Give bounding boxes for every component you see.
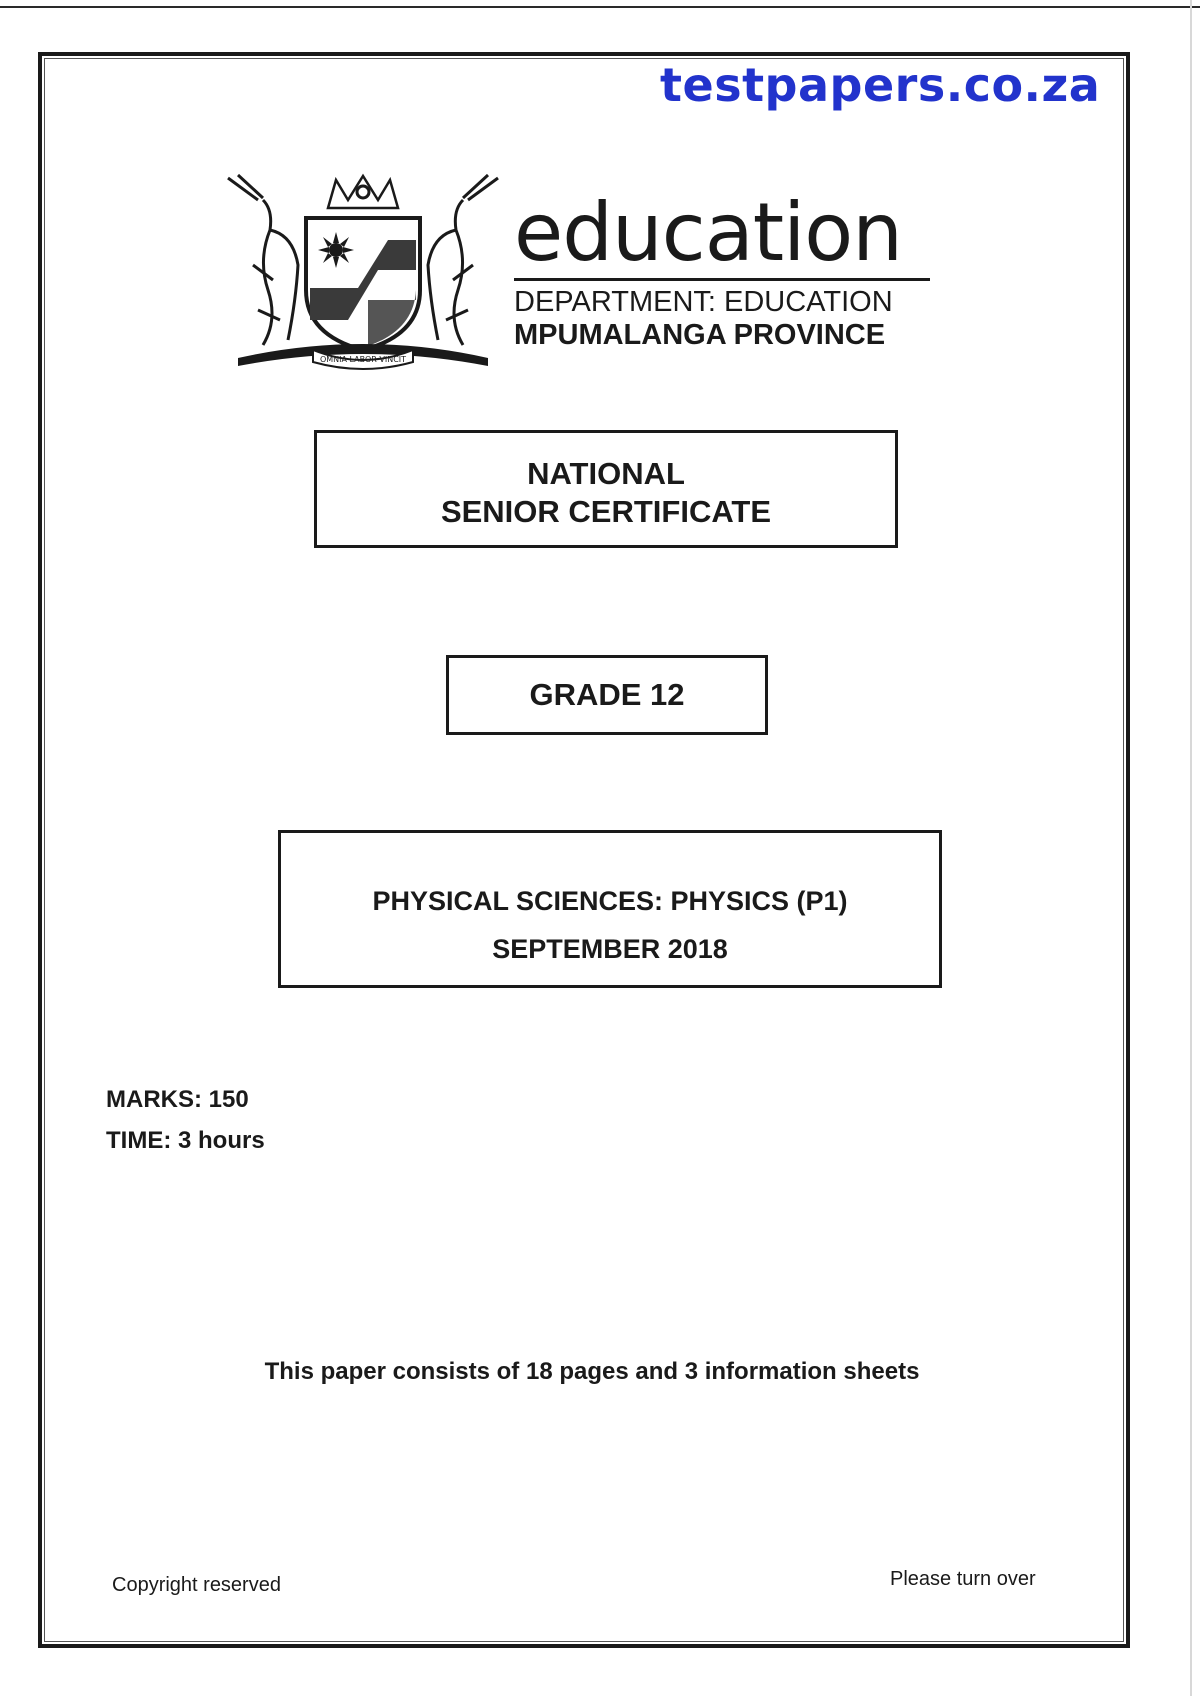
subject-title: PHYSICAL SCIENCES: PHYSICS (P1) [372,886,848,916]
subject-box [278,830,942,988]
page-count-note: This paper consists of 18 pages and 3 information sheets [264,1358,920,1385]
time-allowed: TIME: 3 hours [106,1127,265,1154]
scan-edge-top [0,6,1200,8]
copyright-notice: Copyright reserved [112,1574,281,1596]
scan-edge-right [1190,0,1192,1696]
certificate-title-box [314,430,898,548]
marks-total: MARKS: 150 [106,1086,249,1113]
education-logo [514,186,934,351]
logo-wordmark: education [514,190,930,281]
exam-date: SEPTEMBER 2018 [492,934,728,964]
certificate-title-line2: SENIOR CERTIFICATE [440,494,772,529]
logo-department: DEPARTMENT: EDUCATION [514,286,893,318]
certificate-title-line1: NATIONAL [527,456,685,491]
coat-of-arms-icon [218,170,508,375]
grade-box [446,655,768,735]
grade-label: GRADE 12 [529,677,685,712]
watermark-site[interactable]: testpapers.co.za [660,58,1101,112]
crest-motto: OMNIA LABOR VINCIT [319,355,407,364]
turn-over-notice: Please turn over [890,1568,1036,1590]
logo-province: MPUMALANGA PROVINCE [514,319,886,351]
